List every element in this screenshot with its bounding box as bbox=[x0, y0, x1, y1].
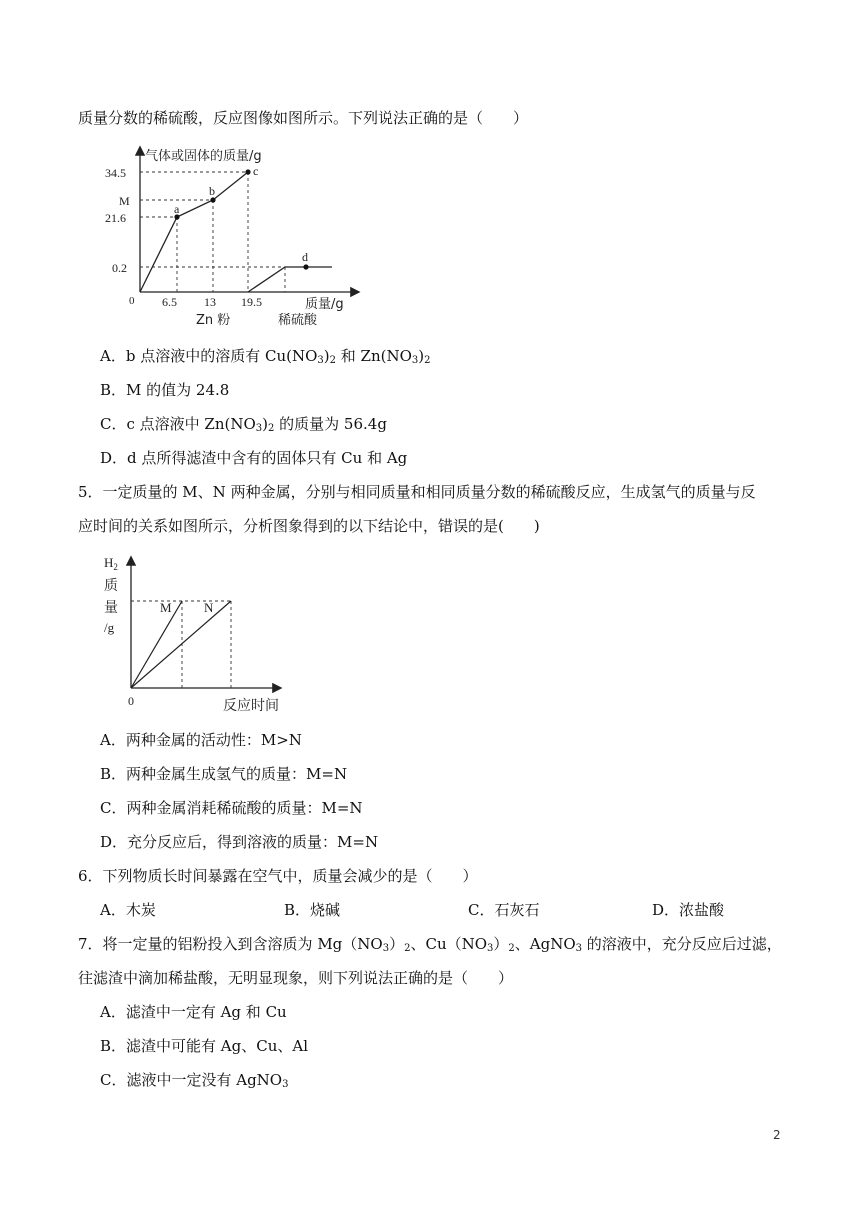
q5-y-label-2: 量 bbox=[104, 600, 118, 616]
q6-option-d: D．浓盐酸 bbox=[652, 901, 725, 919]
q6-option-a: A．木炭 bbox=[100, 901, 156, 919]
q4-y-tick: 21.6 bbox=[105, 211, 126, 225]
q5-y-label-h2: $H_2$ bbox=[104, 555, 118, 572]
q4-point-label-c: c bbox=[253, 164, 259, 178]
q4-x-label: 质量/g bbox=[305, 297, 344, 312]
q4-x-tick: 13 bbox=[204, 295, 216, 309]
q5-y-label-3: /g bbox=[104, 620, 115, 635]
q5-series-m-label: M bbox=[160, 600, 172, 615]
q4-option-b: B．M 的值为 24.8 bbox=[100, 381, 230, 399]
q4-point-label-a: a bbox=[174, 202, 180, 216]
q5-option-b: B．两种金属生成氢气的质量：M=N bbox=[100, 765, 348, 783]
q5-series-n-line bbox=[131, 601, 231, 688]
q5-x-label: 反应时间 bbox=[223, 698, 279, 714]
q6-stem: 6．下列物质长时间暴露在空气中，质量会减少的是（ ） bbox=[78, 867, 478, 885]
q7-option-a: A．滤渣中一定有 Ag 和 Cu bbox=[100, 1003, 287, 1021]
q4-point-b bbox=[210, 197, 215, 202]
q7-option-c: C．滤液中一定没有 AgNO$_3$ bbox=[100, 1071, 289, 1090]
q4-stem: 质量分数的稀硫酸，反应图像如图所示。下列说法正确的是（ ） bbox=[78, 109, 529, 127]
q4-y-tick: 34.5 bbox=[105, 166, 126, 180]
q5-series-m-line bbox=[131, 601, 182, 688]
page-number: 2 bbox=[773, 1128, 781, 1142]
q4-x-group-left: Zn 粉 bbox=[196, 313, 231, 328]
q7-stem-line2: 往滤渣中滴加稀盐酸，无明显现象，则下列说法正确的是（ ） bbox=[78, 969, 514, 987]
q4-x-tick: 19.5 bbox=[241, 295, 262, 309]
q4-y-tick: M bbox=[119, 194, 130, 208]
q5-chart bbox=[100, 550, 300, 718]
q4-y-tick: 0.2 bbox=[112, 261, 127, 275]
q5-option-c: C．两种金属消耗稀硫酸的质量：M=N bbox=[100, 799, 363, 817]
q5-origin: 0 bbox=[128, 694, 134, 708]
q6-option-c: C．石灰石 bbox=[468, 901, 540, 919]
q4-gas-mass-line bbox=[248, 267, 332, 292]
q6-option-b: B．烧碱 bbox=[284, 901, 341, 919]
q4-point-label-d: d bbox=[302, 250, 308, 264]
q5-option-a: A．两种金属的活动性：M>N bbox=[100, 731, 302, 749]
q4-option-d: D．d 点所得滤渣中含有的固体只有 Cu 和 Ag bbox=[100, 449, 408, 467]
q4-option-a: A．b 点溶液中的溶质有 $Cu(NO_3)_2$ 和 $Zn(NO_3)_2$ bbox=[100, 347, 431, 366]
q5-stem-line1: 5．一定质量的 M、N 两种金属，分别与相同质量和相同质量分数的稀硫酸反应，生成氢气的质量与反 bbox=[78, 483, 756, 501]
q4-x-group-right: 稀硫酸 bbox=[278, 313, 318, 328]
q5-series-n-label: N bbox=[204, 600, 214, 615]
q5-y-label-1: 质 bbox=[104, 578, 118, 594]
q4-x-tick: 6.5 bbox=[162, 295, 177, 309]
q4-chart bbox=[100, 140, 370, 335]
q4-origin: 0 bbox=[129, 295, 135, 307]
q7-stem-line1: 7．将一定量的铝粉投入到含溶质为 $Mg(NO_3)_2$、$Cu(NO_3)_2$、AgNO$_3$ 的溶液中，充分反应后过滤， bbox=[78, 935, 782, 954]
q5-stem-line2: 应时间的关系如图所示，分析图象得到的以下结论中，错误的是( ) bbox=[78, 517, 540, 535]
q4-point-d bbox=[303, 264, 308, 269]
q4-solid-mass-line bbox=[140, 172, 248, 292]
q7-option-b: B．滤渣中可能有 Ag、Cu、Al bbox=[100, 1037, 308, 1055]
q4-point-c bbox=[245, 169, 250, 174]
q4-option-c: C．c 点溶液中 $Zn(NO_3)_2$ 的质量为 56.4g bbox=[100, 415, 387, 434]
q4-point-label-b: b bbox=[209, 184, 215, 198]
q4-y-label: 气体或固体的质量/g bbox=[145, 149, 262, 164]
q5-option-d: D．充分反应后，得到溶液的质量：M=N bbox=[100, 833, 379, 851]
